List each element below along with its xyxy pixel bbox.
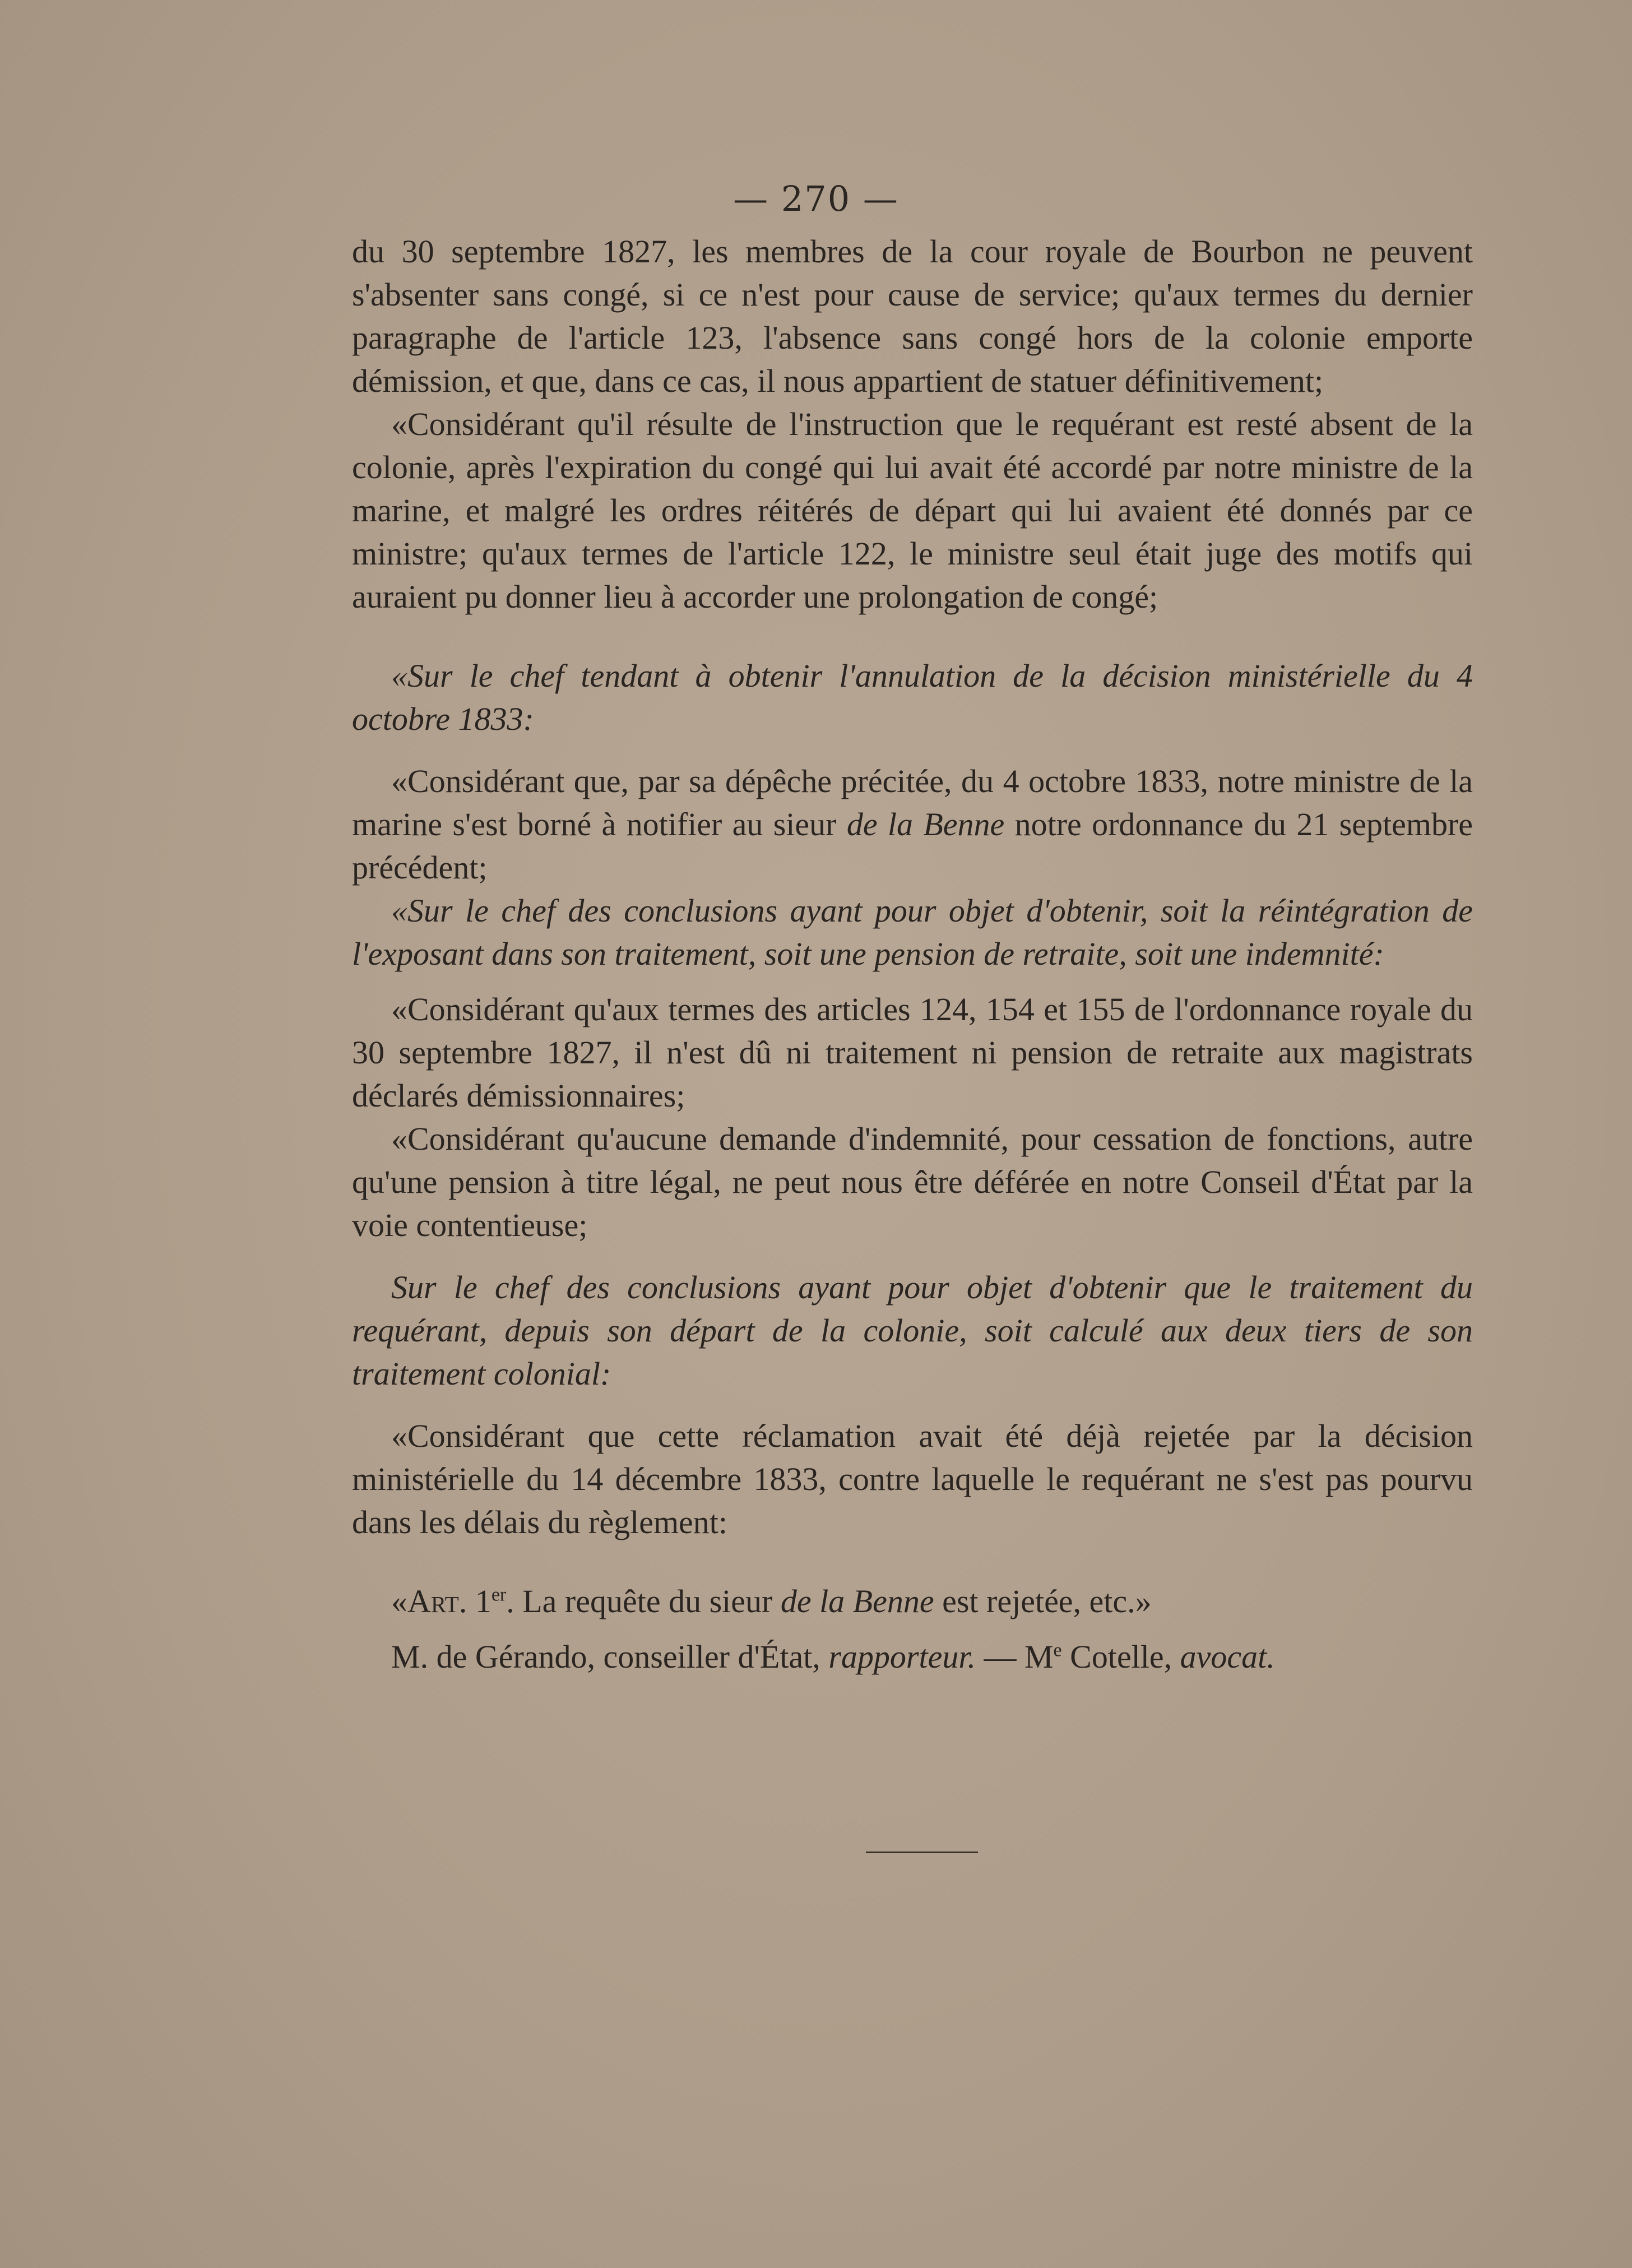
article-end: est rejetée, etc.» — [934, 1583, 1152, 1619]
article-open-quote: « — [391, 1583, 407, 1619]
section-divider — [866, 1852, 978, 1853]
body-text — [352, 230, 1473, 1678]
signature-line — [352, 1635, 1473, 1678]
party-name: de la Benne — [846, 806, 1005, 843]
paragraph-4-start: «Considérant que, par sa dépêche précitée, du 4 octobre 1833, notre ministre de la marine s'est borné à notifier au sieur — [352, 763, 1473, 843]
paragraph-4 — [352, 760, 1473, 889]
article-1 — [352, 1580, 1473, 1623]
article-label: Art. — [407, 1583, 467, 1619]
maitre-suffix: e — [1053, 1640, 1062, 1661]
heading-traitement: Sur le chef des conclusions ayant pour objet d'obtenir que le traitement du requérant, depuis son départ de la colonie, soit calculé aux deux tiers de son traitement colonial: — [352, 1269, 1473, 1392]
signature-separator: — M — [975, 1638, 1054, 1675]
article-text: . La requête du sieur — [506, 1583, 781, 1619]
rapporteur-role: rapporteur. — [828, 1638, 976, 1675]
paragraph-6: «Considérant qu'aux termes des articles 124, 154 et 155 de l'ordonnance royale du 30 septembre 1827, il n'est dû ni traitement ni pension de retraite aux magistrats déclarés démissionnaires; — [352, 991, 1473, 1114]
heading-reintegration: «Sur le chef des conclusions ayant pour objet d'obtenir, soit la réintégration de l'exposant dans son traitement, soit une pension de retraite, soit une indemnité: — [352, 892, 1473, 972]
lawyer-name: Cotelle, — [1061, 1638, 1180, 1675]
paragraph-1: du 30 septembre 1827, les membres de la cour royale de Bourbon ne peuvent s'absenter sans congé, si ce n'est pour cause de service; qu'aux termes du dernier paragraphe de l'article 123, l'absence sans congé hors de la colonie emporte démission, et que, dans ce cas, il nous appartient de statuer définitivement; — [352, 233, 1473, 399]
paragraph-7: «Considérant qu'aucune demande d'indemnité, pour cessation de fonctions, autre qu'une pension à titre légal, ne peut nous être déférée en notre Conseil d'État par la voie contentieuse; — [352, 1121, 1473, 1243]
page-number: — 270 — — [733, 178, 899, 219]
paragraph-9: «Considérant que cette réclamation avait été déjà rejetée par la décision ministérielle du 14 décembre 1833, contre laquelle le requérant ne s'est pas pourvu dans les délais du règlement: — [352, 1418, 1473, 1540]
article-number-suffix: er — [491, 1584, 507, 1605]
article-party-name: de la Benne — [780, 1583, 934, 1619]
heading-annulation: «Sur le chef tendant à obtenir l'annulation de la décision ministérielle du 4 octobre 1833: — [352, 658, 1473, 737]
paragraph-4-end: notre ordonnance du 21 septembre précédent; — [352, 806, 1473, 886]
paragraph-2: «Considérant qu'il résulte de l'instruction que le requérant est resté absent de la colonie, après l'expiration du congé qui lui avait été accordé par notre ministre de la marine, et malgré les ordres réitérés de départ qui lui avaient été donnés par ce ministre; qu'aux termes de l'article 122, le ministre seul était juge des motifs qui auraient pu donner lieu à accorder une prolongation de congé; — [352, 406, 1473, 615]
rapporteur-name: M. de Gérando, conseiller d'État, — [391, 1638, 829, 1675]
lawyer-role: avocat. — [1180, 1638, 1275, 1675]
article-number: 1 — [475, 1583, 492, 1619]
